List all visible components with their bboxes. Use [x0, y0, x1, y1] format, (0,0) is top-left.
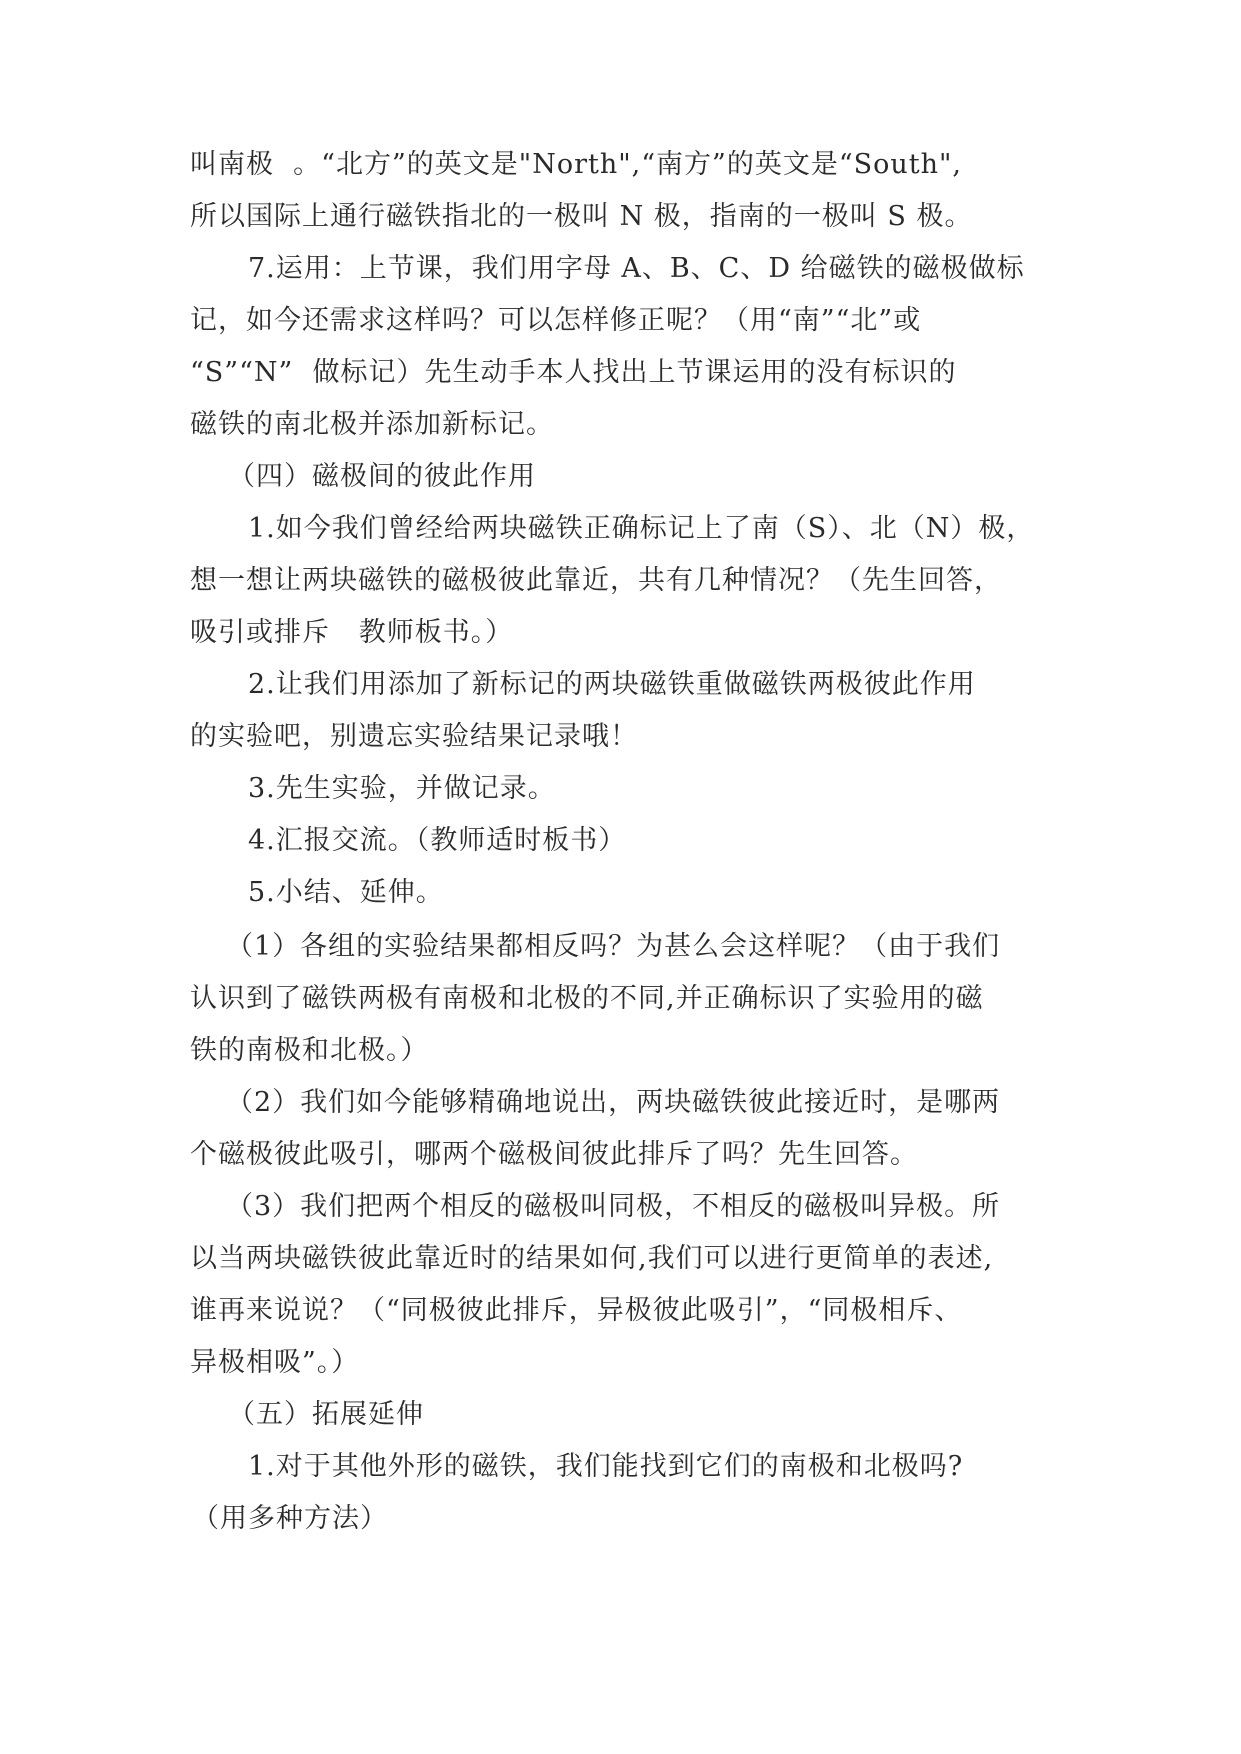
text-line: 以当两块磁铁彼此靠近时的结果如何,我们可以进行更简单的表述,	[190, 1243, 994, 1274]
text-line: 铁的南极和北极。）	[190, 1035, 429, 1066]
text-line: 的实验吧，别遗忘实验结果记录哦！	[190, 721, 638, 752]
text-line: 记，如今还需求这样吗？可以怎样修正呢？（用“南”“北”或	[190, 305, 922, 336]
text-line: 3.先生实验，并做记录。	[248, 773, 556, 804]
text-line: 磁铁的南北极并添加新标记。	[190, 409, 554, 440]
text-line: 5.小结、延伸。	[248, 877, 444, 908]
text-line: （2）我们如今能够精确地说出，两块磁铁彼此接近时，是哪两	[226, 1087, 1001, 1118]
section-heading: （五）拓展延伸	[228, 1399, 424, 1430]
text-line: （3）我们把两个相反的磁极叫同极，不相反的磁极叫异极。所	[226, 1191, 1001, 1222]
text-line: （1）各组的实验结果都相反吗？为甚么会这样呢？（由于我们	[226, 931, 1001, 962]
text-line: 所以国际上通行磁铁指北的一极叫 N 极，指南的一极叫 S 极。	[190, 201, 973, 232]
text-line: 想一想让两块磁铁的磁极彼此靠近，共有几种情况？（先生回答，	[190, 565, 1002, 596]
text-line: （用多种方法）	[192, 1503, 388, 1534]
text-line: 叫南极 。“北方”的英文是"North",“南方”的英文是“South",	[190, 149, 963, 180]
text-line: 谁再来说说？（“同极彼此排斥，异极彼此吸引”，“同极相斥、	[190, 1295, 963, 1326]
section-heading: （四）磁极间的彼此作用	[228, 461, 536, 492]
text-line: 个磁极彼此吸引，哪两个磁极间彼此排斥了吗？先生回答。	[190, 1139, 918, 1170]
text-line: 异极相吸”。）	[190, 1347, 360, 1378]
text-line: 1.如今我们曾经给两块磁铁正确标记上了南（S）、北（N）极，	[248, 513, 1035, 544]
text-line: 7.运用：上节课，我们用字母 A、B、C、D 给磁铁的磁极做标	[248, 253, 1025, 284]
text-line: 认识到了磁铁两极有南极和北极的不同,并正确标识了实验用的磁	[190, 983, 984, 1014]
text-line: “S”“N” 做标记）先生动手本人找出上节课运用的没有标识的	[190, 357, 957, 388]
text-line: 1.对于其他外形的磁铁，我们能找到它们的南极和北极吗?	[248, 1451, 964, 1482]
text-line: 4.汇报交流。（教师适时板书）	[248, 825, 627, 856]
text-line: 吸引或排斥 教师板书。）	[190, 617, 514, 648]
text-line: 2.让我们用添加了新标记的两块磁铁重做磁铁两极彼此作用	[248, 669, 976, 700]
